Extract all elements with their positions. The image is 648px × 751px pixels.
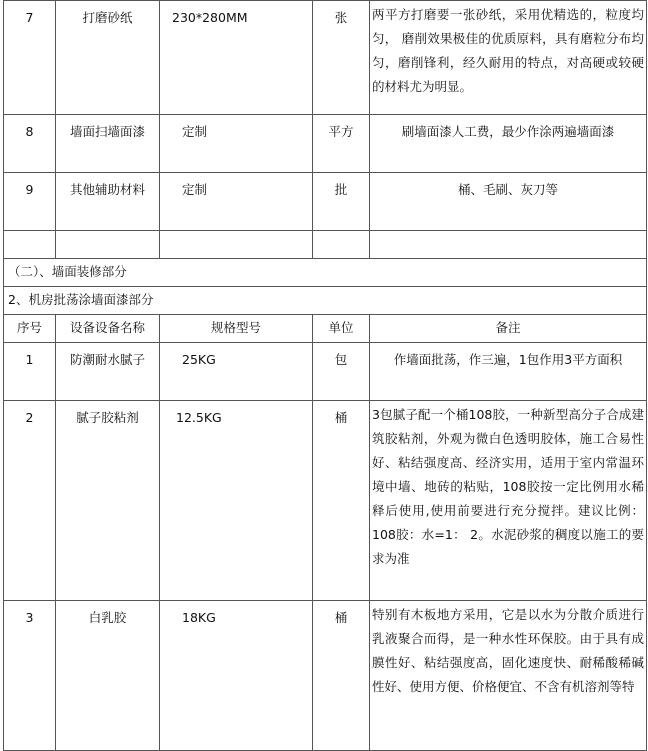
row-number: 9: [4, 173, 56, 231]
empty-cell: [313, 231, 370, 259]
row-number: 7: [4, 1, 56, 115]
item-name: 打磨砂纸: [56, 1, 160, 115]
item-spec: 230*280MM: [160, 1, 313, 115]
header-name: 设备设备名称: [56, 315, 160, 343]
empty-cell: [160, 231, 313, 259]
item-spec: 12.5KG: [160, 401, 313, 601]
item-name: 防潮耐水腻子: [56, 343, 160, 401]
item-note: 桶、毛刷、灰刀等: [370, 173, 647, 231]
item-name: 其他辅助材料: [56, 173, 160, 231]
empty-cell: [56, 231, 160, 259]
header-no: 序号: [4, 315, 56, 343]
item-name: 腻子胶粘剂: [56, 401, 160, 601]
table-row: [4, 343, 647, 401]
item-spec: 定制: [160, 173, 313, 231]
item-note: 3包腻子配一个桶108胶，一种新型高分子合成建筑胶粘剂，外观为微白色透明胶体，施工合易性好、粘结强度高、经济实用，适用于室内常温环境中墙、地砖的粘贴，108胶按一定比例用水稀释后使用,使用前要进行充分搅拌。建议比例：108胶：水=1： 2。水泥砂浆的稠度以施工的要求为准: [370, 401, 647, 601]
empty-cell: [4, 231, 56, 259]
section-subtitle: 2、机房批荡涂墙面漆部分: [4, 287, 647, 315]
row-number: 1: [4, 343, 56, 401]
item-note: 特别有木板地方采用，它是以水为分散介质进行乳液聚合而得，是一种水性环保胶。由于具有成膜性好、粘结强度高，固化速度快、耐稀酸稀碱性好、使用方便、价格便宜、不含有机溶剂等特: [370, 601, 647, 751]
empty-row: [4, 231, 647, 259]
item-name: 墙面扫墙面漆: [56, 115, 160, 173]
table-header: [4, 315, 647, 343]
row-number: 3: [4, 601, 56, 751]
materials-table: [3, 0, 647, 751]
section-row: [4, 287, 647, 315]
empty-cell: [370, 231, 647, 259]
table-row: [4, 601, 647, 751]
item-unit: 平方: [313, 115, 370, 173]
row-number: 2: [4, 401, 56, 601]
item-name: 白乳胶: [56, 601, 160, 751]
item-unit: 批: [313, 173, 370, 231]
item-unit: 桶: [313, 601, 370, 751]
header-note: 备注: [370, 315, 647, 343]
item-unit: 张: [313, 1, 370, 115]
header-spec: 规格型号: [160, 315, 313, 343]
table-row: [4, 1, 647, 115]
item-unit: 桶: [313, 401, 370, 601]
section-title: （二）、墙面装修部分: [4, 259, 647, 287]
item-spec: 18KG: [160, 601, 313, 751]
table-row: [4, 173, 647, 231]
item-unit: 包: [313, 343, 370, 401]
item-spec: 25KG: [160, 343, 313, 401]
header-unit: 单位: [313, 315, 370, 343]
item-note: 作墙面批荡，作三遍，1包作用3平方面积: [370, 343, 647, 401]
table-row: [4, 401, 647, 601]
item-note: 两平方打磨要一张砂纸，采用优精选的，粒度均匀， 磨削效果极佳的优质原料，具有磨粒分布均匀，磨削锋利，经久耐用的特点，对高硬或较硬的材料尤为明显。: [370, 1, 647, 115]
item-note: 刷墙面漆人工费，最少作涂两遍墙面漆: [370, 115, 647, 173]
row-number: 8: [4, 115, 56, 173]
section-row: [4, 259, 647, 287]
table-row: [4, 115, 647, 173]
item-spec: 定制: [160, 115, 313, 173]
